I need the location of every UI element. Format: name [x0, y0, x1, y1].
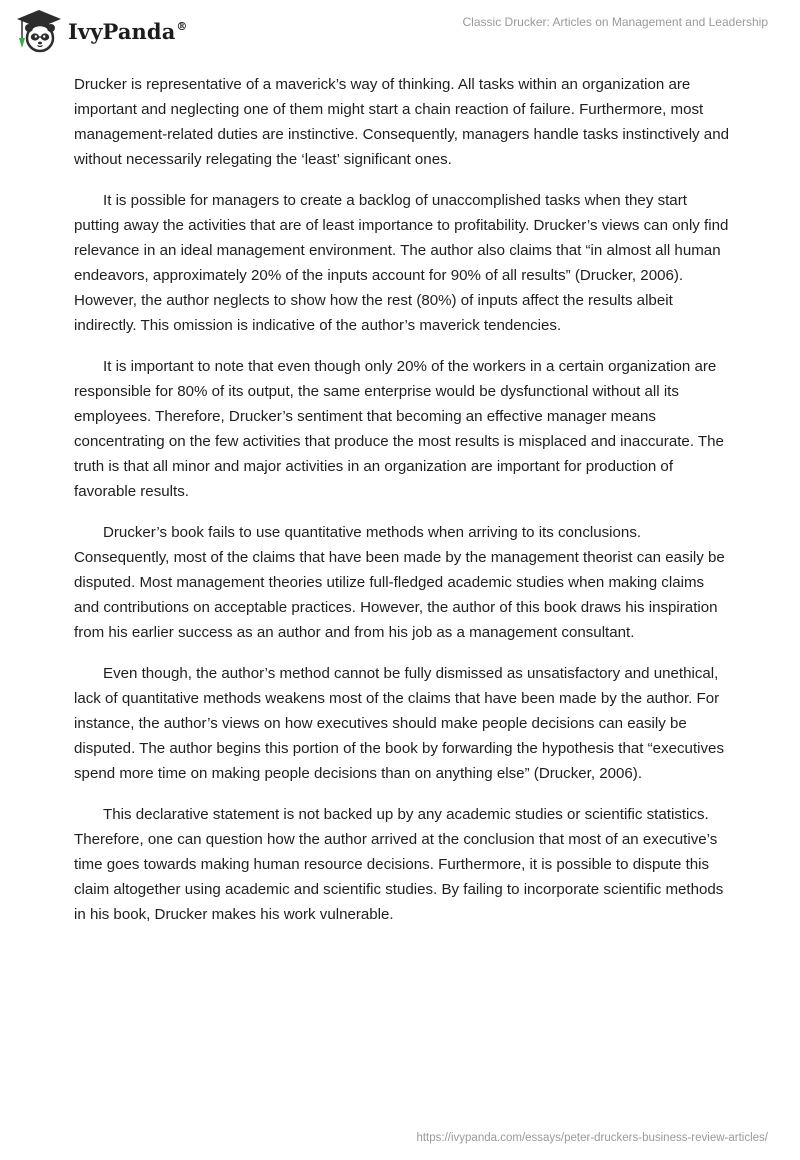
source-url[interactable]: https://ivypanda.com/essays/peter-druckers-business-review-articles/: [416, 1132, 768, 1144]
paragraph-5: Even though, the author’s method cannot be fully dismissed as unsatisfactory and unethical, lack of quantitative methods weakens most of the claims that have been made by the author. For instance, the author’s views on how executives should make people decisions can easily be disputed. The author begins this portion of the book by forwarding the hypothesis that “executives spend more time on making people decisions than on anything else” (Drucker, 2006).: [74, 665, 724, 782]
brand-name: IvyPanda®: [68, 18, 188, 44]
document-title: Classic Drucker: Articles on Management and Leadership: [462, 15, 768, 29]
essay-body: [74, 72, 730, 943]
paragraph-4: Drucker’s book fails to use quantitative methods when arriving to its conclusions. Consequently, most of the claims that have been made by the management theorist can easily be disputed. Most management theories utilize full-fledged academic studies when making claims and contributions on acceptable practices. However, the author of this book draws his inspiration from his earlier success as an author and from his job as a management consultant.: [74, 524, 725, 641]
paragraph-6: This declarative statement is not backed up by any academic studies or scientific statistics. Therefore, one can question how the author arrived at the conclusion that most of an executive’s time goes towards making human resource decisions. Furthermore, it is possible to dispute this claim altogether using academic and scientific studies. By failing to incorporate scientific methods in his book, Drucker makes his work vulnerable.: [74, 806, 724, 923]
brand-logo[interactable]: [14, 8, 188, 54]
paragraph-1: Drucker is representative of a maverick’s way of thinking. All tasks within an organization are important and neglecting one of them might start a chain reaction of failure. Furthermore, most management-related duties are instinctive. Consequently, managers handle tasks instinctively and without necessarily relegating the ‘least’ significant ones.: [74, 76, 729, 168]
paragraph-2: It is possible for managers to create a backlog of unaccomplished tasks when they start putting away the activities that are of least importance to profitability. Drucker’s views can only find relevance in an ideal management environment. The author also claims that “in almost all human endeavors, approximately 20% of the inputs account for 90% of all results” (Drucker, 2006). However, the author neglects to show how the rest (80%) of inputs affect the results albeit indirectly. This omission is indicative of the author’s maverick tendencies.: [74, 192, 729, 334]
paragraph-3: It is important to note that even though only 20% of the workers in a certain organization are responsible for 80% of its output, the same enterprise would be dysfunctional without all its employees. Therefore, Drucker’s sentiment that becoming an effective manager means concentrating on the few activities that produce the most results is misplaced and inaccurate. The truth is that all minor and major activities in an organization are important for production of favorable results.: [74, 358, 724, 500]
page-header: [0, 0, 800, 64]
registered-mark: ®: [176, 19, 188, 33]
panda-graduate-icon: [14, 8, 64, 54]
